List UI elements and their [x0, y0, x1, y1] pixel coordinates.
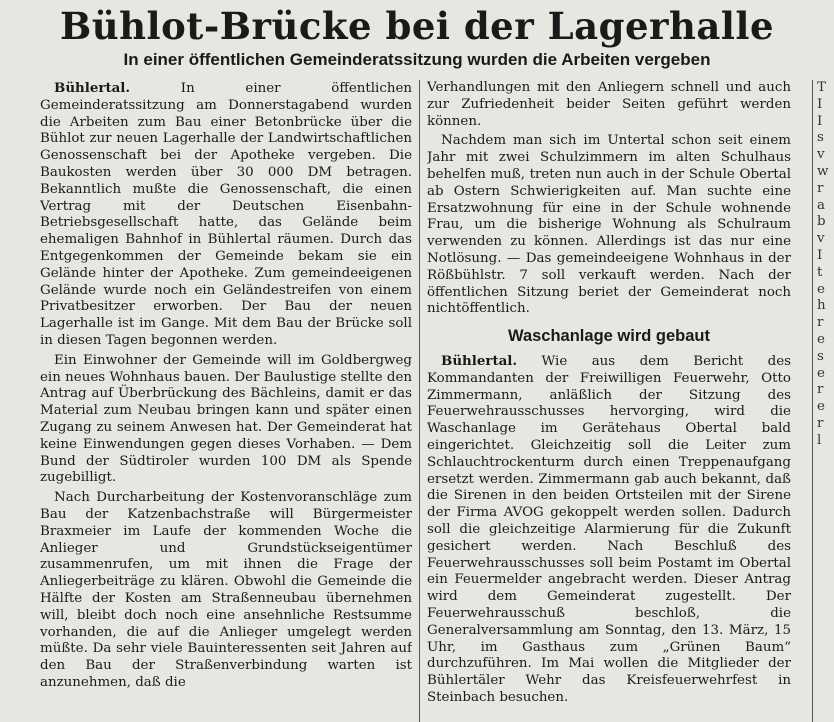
edge-letter: e — [817, 331, 825, 347]
paragraph-4: Verhandlungen mit den Anliegern schnell und auch zur Zufriedenheit beider Seiten geführt werden können. — [427, 80, 791, 129]
paragraph-6-text: Wie aus dem Bericht des Kommandanten der Freiwilligen Feuerwehr, Otto Zimmermann, anläßlich der Sitzung des Feuerwehrausschusses hervorging, wird die Waschanlage im Gerätehaus Obertal bald eingerichtet. Gleichzeitig soll die Leiter zum Schlauchtrockenturm durch einen Treppenaufgang ersetzt werden. Zimmermann gab auch bekannt, daß die Sirenen in den beiden Ortsteilen mit der Sirene der Firma AVOG gekoppelt werden sollen. Dadurch soll die gleichzeitige Alarmierung für die Zukunft gesichert werden. Nach Beschluß des Feuerwehrausschusses soll beim Postamt im Obertal ein Feuermelder angebracht werden. Dieser Antrag wird dem Gemeinderat zugestellt. Der Feuerwehrausschuß beschloß, die Generalversammlung am Sonntag, den 13. März, 15 Uhr, im Gasthaus zum „Grünen Baum“ durchzuführen. Im Mai wollen die Mitglieder der Bühlertäler Wehr das Kreisfeuerwehrfest in Steinbach besuchen. — [427, 353, 791, 705]
edge-letter: r — [817, 382, 824, 398]
edge-letter: b — [817, 214, 826, 230]
edge-letter: l — [817, 432, 822, 448]
edge-letter: w — [817, 163, 829, 179]
headline: Bühlot-Brücke bei der Lagerhalle — [59, 4, 775, 48]
subheadline: In einer öffentlichen Gemeinderatssitzung wurden die Arbeiten vergeben — [123, 50, 711, 69]
edge-letter: e — [817, 399, 825, 415]
edge-letter: I — [817, 113, 823, 129]
adjacent-column-fragment — [817, 80, 834, 722]
paragraph-1 — [40, 80, 412, 350]
paragraph-2: Ein Einwohner der Gemeinde will im Goldbergweg ein neues Wohnhaus bauen. Der Baulustige stellte den Antrag auf Überbrückung des Bächleins, damit er das Material zum Neubau bringen kann und später einen Zugang zu seinem Anwesen hat. Der Gemeinderat hat keine Einwendungen gegen dieses Vorhaben. — Dem Bund der Südtiroler wurden 100 DM als Spende zugebilligt. — [40, 352, 412, 486]
edge-letter: r — [817, 180, 824, 196]
edge-letter: I — [817, 96, 823, 112]
dateline: Bühlertal. — [441, 352, 518, 369]
edge-letter: v — [817, 147, 825, 163]
edge-letter: I — [817, 247, 823, 263]
edge-letter: r — [817, 315, 824, 331]
edge-letter: s — [817, 130, 824, 146]
edge-letter: t — [817, 264, 823, 280]
edge-letter: r — [817, 415, 824, 431]
edge-letter: e — [817, 365, 825, 381]
paragraph-6 — [427, 353, 791, 707]
column-left — [40, 80, 412, 722]
column-right — [427, 80, 791, 722]
edge-letter: a — [817, 197, 825, 213]
paragraph-1-text: In einer öffentlichen Gemeinderatssitzung am Donnerstagabend wurden die Arbeiten zum Bau einer Betonbrücke über die Bühlot zur neuen Lagerhalle der Landwirtschaftlichen Genossenschaft bei der Apotheke vergeben. Die Baukosten werden über 30 000 DM betragen. Bekanntlich mußte die Genossenschaft, die einen Vertrag mit der Deutschen Eisenbahn-Betriebsgesellschaft hatte, das Gelände beim ehemaligen Bahnhof in Bühlertal räumen. Durch das Entgegenkommen der Gemeinde bekam sie ein Gelände hinter der Apotheke. Zum gemeindeeigenen Gelände wurde noch ein Geländestreifen von einem Privatbesitzer erworben. Der Bau der neuen Lagerhalle ist im Gange. Mit dem Bau der Brücke soll in diesen Tagen begonnen werden. — [40, 81, 412, 348]
dateline: Bühlertal. — [54, 80, 131, 96]
edge-divider — [812, 80, 813, 722]
edge-letter: v — [817, 231, 825, 247]
edge-letter: s — [817, 348, 824, 364]
column-divider — [419, 80, 420, 722]
edge-letter: T — [817, 80, 826, 95]
edge-letter: e — [817, 281, 825, 297]
paragraph-3: Nach Durcharbeitung der Kostenvoranschläge zum Bau der Katzenbachstraße will Bürgermeister Braxmeier im Laufe der kommenden Woche die Anlieger und Grundstückseigentümer zusammenrufen, um mit ihnen die Frage der Anliegerbeiträge zu klären. Obwohl die Gemeinde die Hälfte der Kosten am Straßenneubau übernehmen will, bleibt doch noch eine ansehnliche Restsumme vorhanden, die auf die Anlieger umgelegt werden müßte. Da sehr viele Bauinteressenten seit Jahren auf den Bau der Straßenverbindung warten ist anzunehmen, daß die — [40, 490, 412, 690]
paragraph-5: Nachdem man sich im Untertal schon seit einem Jahr mit zwei Schulzimmern im alten Schulhaus behelfen muß, treten nun auch in der Schule Obertal ab Ostern Schwierigkeiten auf. Man suchte eine Ersatzwohnung für eine in der Schule wohnende Frau, um die bisherige Wohnung als Schulraum verwenden zu können. Allerdings ist das nur eine Notlösung. — Das gemeindeeigene Wohnhaus in der Rößbühlstr. 7 soll verkauft werden. Nach der öffentlichen Sitzung beriet der Gemeinderat noch nichtöffentlich. — [427, 133, 791, 317]
edge-letter: h — [817, 298, 826, 314]
section-heading: Waschanlage wird gebaut — [507, 327, 710, 346]
